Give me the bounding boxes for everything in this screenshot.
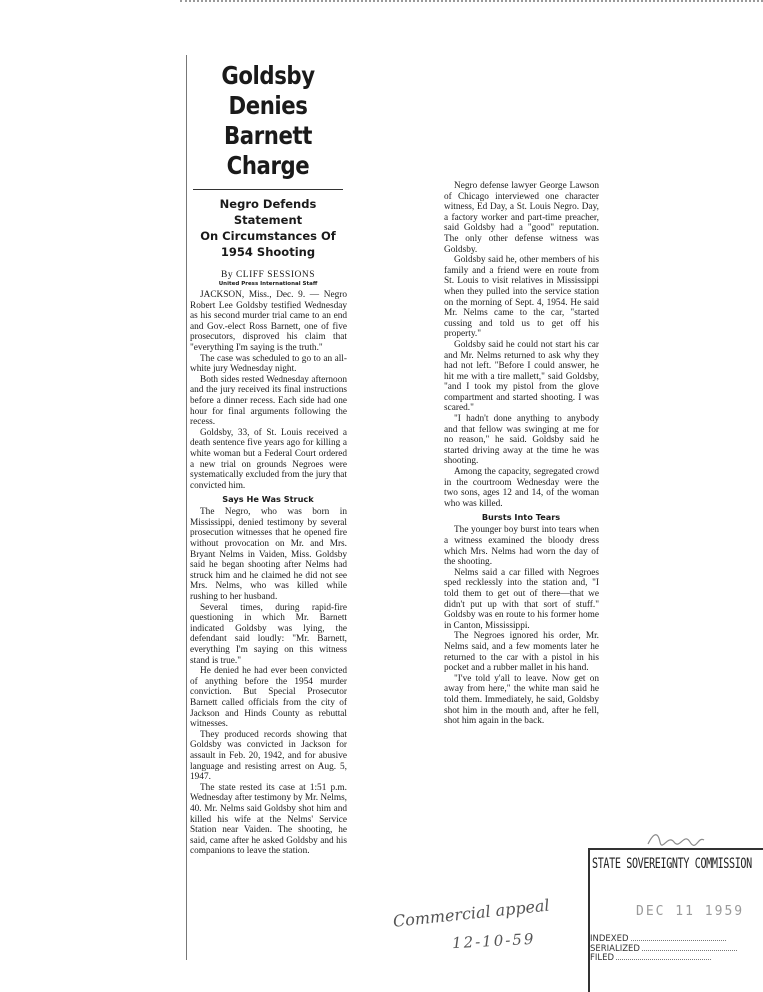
- handwritten-source-note: Commercial appeal: [392, 895, 551, 931]
- byline: By CLIFF SESSIONS: [220, 270, 316, 280]
- paragraph: Both sides rested Wednesday afternoon and the jury received its final instructions before a dinner recess. Each side had one hour for final arguments following the recess.: [190, 374, 347, 428]
- headline-rule: [193, 189, 343, 190]
- headline: [199, 61, 337, 181]
- article-column-left: [186, 55, 349, 960]
- deck-line-2: On Circumstances Of: [200, 229, 336, 243]
- stamp-row-filed: FILED: [590, 954, 737, 964]
- article-column-right: [441, 181, 601, 727]
- subheading-bursts-into-tears: Bursts Into Tears: [481, 512, 561, 523]
- paragraph: The younger boy burst into tears when a witness examined the bloody dress which Mrs. Nelms had worn the day of the shooting.: [444, 525, 599, 568]
- deck-line-3: 1954 Shooting: [220, 245, 316, 259]
- deck-headline: [189, 196, 347, 260]
- paragraph: Several times, during rapid-fire questioning in which Mr. Barnett indicated Goldsby was lying, the defendant said loudly: "Mr. Barnett, everything I'm saying on this witness stand is true.": [190, 602, 347, 666]
- paragraph: Goldsby said he could not start his car and Mr. Nelms returned to ask why they had not left. "Before I could answer, he hit me with a tire mallett," said Goldsby, "and I took my pistol from the glove compartment and started shooting. I was scared.": [444, 339, 599, 414]
- paragraph: Among the capacity, segregated crowd in the courtroom Wednesday were the two sons, ages 12 and 14, of the woman who was killed.: [444, 467, 599, 509]
- perforation-border: [180, 0, 763, 6]
- stamp-row-indexed: INDEXED: [590, 935, 737, 945]
- article-body-1: [187, 290, 349, 491]
- paragraph: He denied he had ever been convicted of anything before the 1954 murder conviction. But Special Prosecutor Barnett called officials from the city of Jackson and Hinds County as rebuttal witnesses.: [190, 666, 347, 730]
- paragraph: Nelms said a car filled with Negroes sped recklessly into the station and, "I told them to get out of there—that we didn't put up with that sort of stuff." Goldsby was en route to his former home in Canton, Mississippi.: [444, 567, 599, 631]
- paragraph: JACKSON, Miss., Dec. 9. — Negro Robert Lee Goldsby testified Wednesday as his second murder trial came to an end and Gov.-elect Ross Barnett, one of five prosecutors, disproved his claim that "everything I'm saying is the truth.": [190, 290, 347, 353]
- paragraph: The Negroes ignored his order, Mr. Nelms said, and a few moments later he returned to the car with a pistol in his pocket and a rubber mallet in his hand.: [444, 631, 599, 674]
- handwritten-mark-icon: [646, 830, 706, 848]
- headline-line-2: Barnett Charge: [224, 121, 312, 180]
- stamp-rows: [590, 935, 737, 964]
- article-body-3: [441, 181, 601, 509]
- paragraph: The Negro, who was born in Mississippi, denied testimony by several prosecution witnesses that he opened fire without provocation on Mr. and Mrs. Bryant Nelms in Vaiden, Miss. Goldsby said he began shooting after Nelms had struck him and he claimed he did not see Mrs. Nelms, who was killed while rushing to her husband.: [190, 507, 347, 603]
- paragraph: Negro defense lawyer George Lawson of Chicago interviewed one character witness, Ed Day, a St. Louis Negro. Day, a factory worker and part-time preacher, said Goldsby had a "good" reputation. The only other defense witness was Goldsby.: [444, 181, 599, 255]
- paragraph: "I've told y'all to leave. Now get on away from here," the white man said he told them. Immediately, he said, Goldsby shot him in the mouth and, after he fell, shot him again in the back.: [444, 673, 599, 727]
- paragraph: "I hadn't done anything to anybody and that fellow was swinging at me for no reason," he said. Goldsby said he started driving away at the time he was shooting.: [444, 414, 599, 467]
- deck-line-1: Negro Defends Statement: [219, 197, 317, 227]
- paragraph: The state rested its case at 1:51 p.m. Wednesday after testimony by Mr. Nelms, 40. Mr. Nelms said Goldsby shot him and killed his wife at the Nelms' Service Station near Vaiden. The shooting, he said, came after he asked Goldsby and his companions to leave the station.: [190, 782, 348, 857]
- paragraph: Goldsby said he, other members of his family and a friend were en route from St. Louis to visit relatives in Mississippi when they pulled into the service station on the morning of Sept. 4, 1954. He said Mr. Nelms came to the car, "started cussing and told us to get off his property.": [444, 255, 599, 340]
- paragraph: They produced records showing that Goldsby was convicted in Jackson for assault in Feb. 20, 1942, and for abusive language and resisting arrest on Aug. 5, 1947.: [190, 729, 347, 783]
- headline-line-1: Goldsby Denies: [221, 61, 315, 120]
- article-body-4: [441, 525, 601, 726]
- article-body-2: [187, 507, 349, 857]
- stamp-title: STATE SOVEREIGNTY COMMISSION: [592, 856, 752, 872]
- byline-credit: United Press International Staff: [218, 281, 318, 287]
- subheading-says-he-was-struck: Says He Was Struck: [222, 494, 314, 505]
- stamp-date: DEC 11 1959: [636, 904, 745, 919]
- stamp-row-serialized: SERIALIZED: [590, 945, 737, 955]
- paragraph: Goldsby, 33, of St. Louis received a death sentence five years ago for killing a white woman but a Federal Court ordered a new trial on grounds Negroes were systematically excluded from the jury that convicted him.: [190, 427, 347, 491]
- handwritten-date-note: 12-10-59: [451, 929, 536, 953]
- paragraph: The case was scheduled to go to an all-white jury Wednesday night.: [190, 353, 347, 375]
